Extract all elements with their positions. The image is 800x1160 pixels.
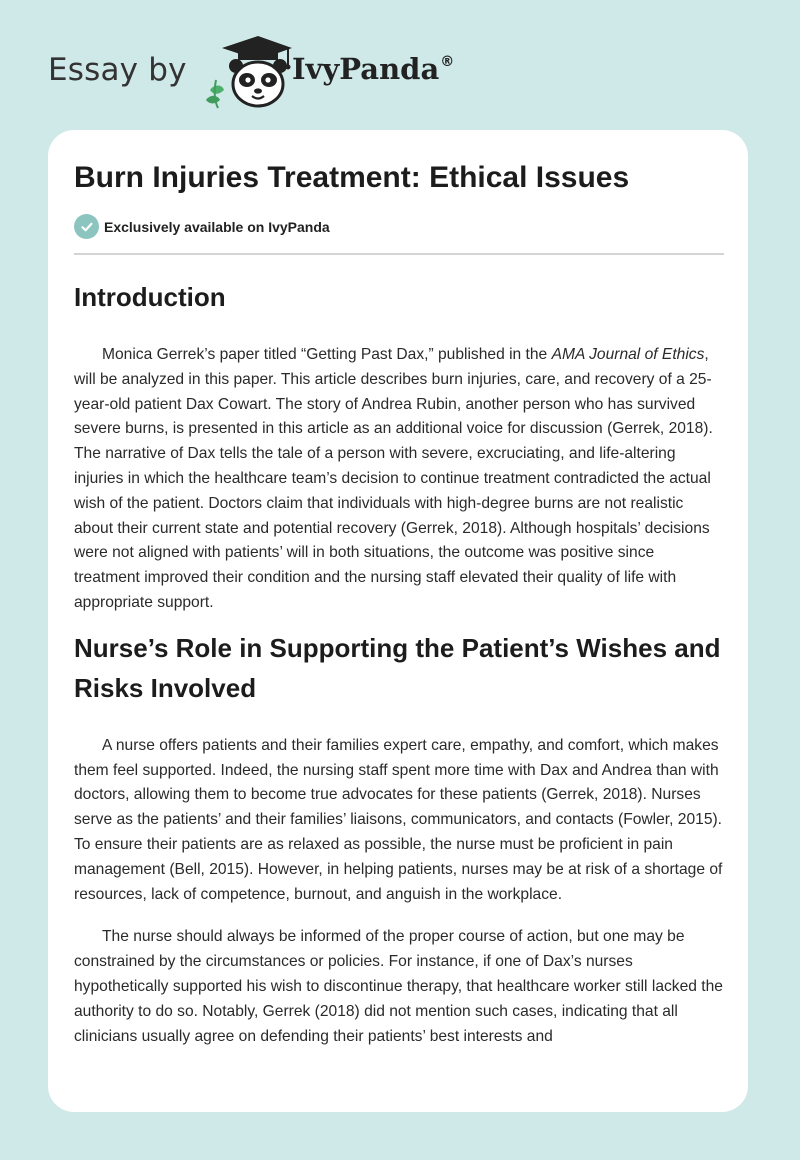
article-content [74, 160, 724, 1049]
check-icon [74, 214, 99, 239]
article-title: Burn Injuries Treatment: Ethical Issues [74, 161, 630, 194]
site-header [48, 30, 748, 110]
title-divider [74, 253, 724, 255]
exclusive-badge [74, 214, 724, 239]
registered-mark: ® [440, 54, 455, 71]
paragraph-text: Monica Gerrek’s paper titled “Getting Past Dax,” published in the [102, 346, 552, 363]
paragraph-nurse-role-1: A nurse offers patients and their families expert care, empathy, and comfort, which makes them feel supported. Indeed, the nursing staff spent more time with Dax and Andrea than with doctors, allowing them to become true advocates for these patients (Gerrek, 2018). Nurses serve as the patients’ and their families’ liaisons, communicators, and contacts (Fowler, 2015). To ensure their patients are as relaxed as possible, the nurse must be proficient in pain management (Bell, 2015). However, in helping patients, nurses may be at risk of a shortage of resources, lack of competence, burnout, and anguish in the workplace. [74, 736, 723, 903]
section-heading-introduction: Introduction [74, 282, 226, 312]
section-heading-nurse-role: Nurse’s Role in Supporting the Patient’s Wishes and Risks Involved [74, 632, 721, 703]
essay-by-label: Essay by [48, 52, 187, 88]
panda-graduate-logo-icon[interactable] [200, 34, 292, 110]
exclusive-badge-text: Exclusively available on IvyPanda [104, 218, 330, 235]
paragraph-nurse-role-2: The nurse should always be informed of the proper course of action, but one may be constrained by the circumstances or policies. For instance, if one of Dax’s nurses hypothetically supported his wish to discontinue therapy, that healthcare worker still lacked the authority to do so. Notably, Gerrek (2018) did not mention such cases, indicating that all clinicians usually agree on defending their patients’ best interests and [74, 928, 723, 1045]
brand-name[interactable] [292, 52, 454, 86]
journal-title: AMA Journal of Ethics [551, 346, 705, 363]
paragraph-introduction [74, 343, 724, 616]
brand-name-text: IvyPanda [292, 52, 440, 86]
paragraph-text: , will be analyzed in this paper. This article describes burn injuries, care, and recovery of a 25-year-old patient Dax Cowart. The story of Andrea Rubin, another person who has survived severe burns, is presented in this article as an additional voice for discussion (Gerrek, 2018). The narrative of Dax tells the tale of a person with severe, excruciating, and life-altering injuries in which the healthcare team’s decision to continue treatment contradicted the actual wish of the patient. Doctors claim that individuals with high-degree burns are not realistic about their current state and potential recovery (Gerrek, 2018). Although hospitals’ decisions were not aligned with patients’ will in both situations, the outcome was positive since treatment improved their condition and the nursing staff elevated their quality of life with appropriate support. [74, 346, 713, 611]
article-card [48, 130, 748, 1112]
